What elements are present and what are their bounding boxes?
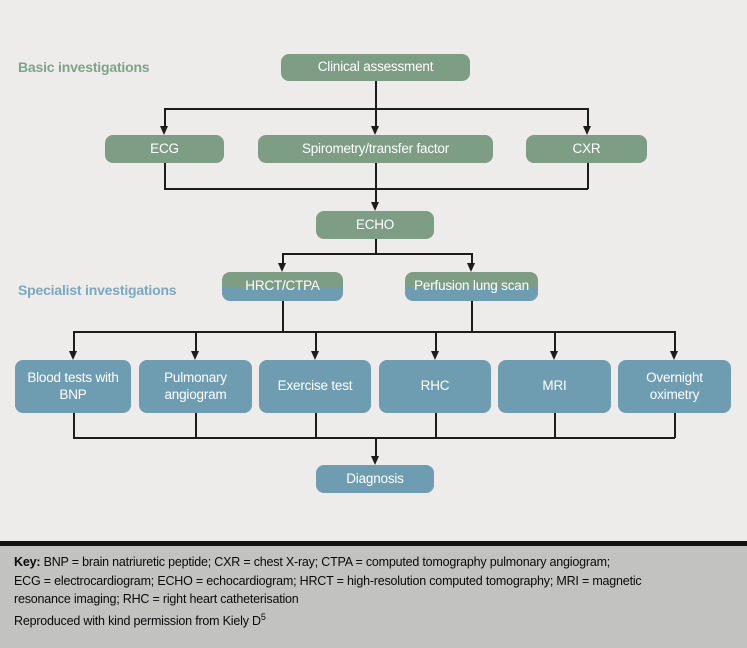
flow-line bbox=[73, 413, 75, 438]
node-blood-tests-with-bnp: Blood tests with BNP bbox=[15, 360, 131, 413]
basic-investigations-label: Basic investigations bbox=[18, 59, 150, 75]
arrow-down-icon bbox=[371, 456, 379, 465]
arrow-down-icon bbox=[371, 126, 379, 135]
flow-line bbox=[315, 413, 317, 438]
flow-line bbox=[674, 331, 676, 352]
flow-line bbox=[315, 331, 317, 352]
flow-line bbox=[587, 108, 589, 128]
flow-line bbox=[195, 331, 197, 352]
flow-line bbox=[282, 301, 284, 332]
specialist-investigations-label: Specialist investigations bbox=[18, 282, 177, 298]
flow-line bbox=[164, 108, 588, 110]
node-spirometry-transfer-factor: Spirometry/transfer factor bbox=[258, 135, 493, 163]
arrow-down-icon bbox=[69, 351, 77, 360]
flow-line bbox=[471, 301, 473, 332]
key-panel bbox=[0, 546, 747, 648]
flow-line bbox=[554, 331, 556, 352]
node-mri: MRI bbox=[498, 360, 611, 413]
flow-line bbox=[73, 437, 675, 439]
arrow-down-icon bbox=[311, 351, 319, 360]
abbreviation-key: Key: BNP = brain natriuretic peptide; CXR = chest X-ray; CTPA = computed tomography pulmonary angiogram; ECG = electrocardiogram; ECHO = echocardiogram; HRCT = high-resolution computed tomography; MRI = magnetic resonance imaging; RHC = right heart catheterisation bbox=[14, 555, 642, 606]
flow-line bbox=[164, 163, 166, 189]
flow-line bbox=[73, 331, 675, 333]
arrow-down-icon bbox=[467, 263, 475, 272]
node-echo: ECHO bbox=[316, 211, 434, 239]
flow-line bbox=[554, 413, 556, 438]
node-exercise-test: Exercise test bbox=[259, 360, 371, 413]
flow-line bbox=[375, 437, 377, 457]
node-ecg: ECG bbox=[105, 135, 224, 163]
arrow-down-icon bbox=[583, 126, 591, 135]
reference-superscript: 5 bbox=[260, 612, 266, 622]
arrow-down-icon bbox=[431, 351, 439, 360]
attribution-text: Reproduced with kind permission from Kiely $D^5$ bbox=[14, 612, 266, 629]
arrow-down-icon bbox=[550, 351, 558, 360]
arrow-down-icon bbox=[371, 202, 379, 211]
flow-line bbox=[375, 163, 377, 204]
flow-line bbox=[435, 331, 437, 352]
flow-line bbox=[435, 413, 437, 438]
arrow-down-icon bbox=[278, 263, 286, 272]
node-diagnosis: Diagnosis bbox=[316, 465, 434, 493]
node-overnight-oximetry: Overnight oximetry bbox=[618, 360, 731, 413]
node-clinical-assessment: Clinical assessment bbox=[281, 54, 470, 81]
flow-line bbox=[587, 163, 589, 189]
node-cxr: CXR bbox=[526, 135, 647, 163]
flow-line bbox=[73, 331, 75, 352]
node-perfusion-lung-scan: Perfusion lung scan bbox=[405, 272, 538, 301]
flow-line bbox=[375, 239, 377, 254]
flow-line bbox=[164, 108, 166, 128]
node-rhc: RHC bbox=[379, 360, 491, 413]
node-pulmonary-angiogram: Pulmonary angiogram bbox=[139, 360, 252, 413]
arrow-down-icon bbox=[160, 126, 168, 135]
flow-line bbox=[375, 81, 377, 128]
key-label: Key: bbox=[14, 555, 41, 569]
flow-line bbox=[282, 253, 472, 255]
flow-line bbox=[195, 413, 197, 438]
arrow-down-icon bbox=[670, 351, 678, 360]
arrow-down-icon bbox=[191, 351, 199, 360]
node-hrct-ctpa: HRCT/CTPA bbox=[222, 272, 343, 301]
flow-line bbox=[674, 413, 676, 438]
